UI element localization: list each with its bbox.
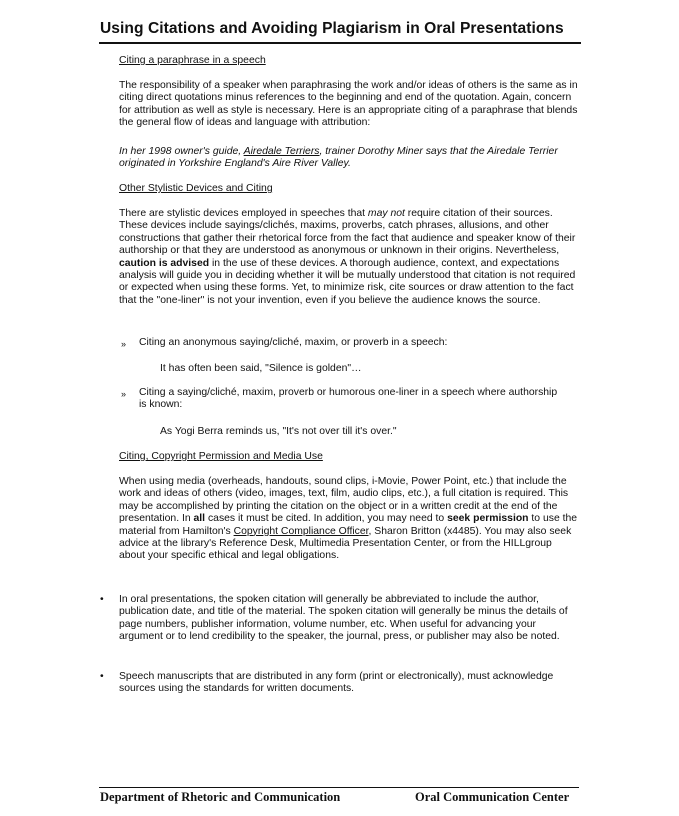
example-text-before: In her 1998 owner's guide, (119, 146, 244, 157)
stylistic-text-c: in the use of these devices. A thorough audience, context, and expectations analysis will guide you in deciding whether it will be mutually understood that citation is not required or expected when using these forms. Yet, to minimize risk, cite sources or draw attention to the fact that the "one-liner" is not your invention, even if you believe the audience knows the source. (119, 257, 576, 306)
bullet-icon: • (100, 594, 104, 605)
bullet-speech-manuscripts: Speech manuscripts that are distributed in any form (print or electronically), must acknowledge sources using the standards for written documents. (119, 671, 554, 695)
example-text-after: , trainer Dorothy Miner says that the Airedale Terrier originated in Yorkshire England's Aire River Valley. (119, 146, 558, 170)
bullet-icon: • (100, 671, 104, 682)
footer-center: Oral Communication Center (415, 790, 570, 804)
media-paragraph (119, 476, 579, 563)
media-text-b: cases it must be cited. In addition, you may need to (205, 513, 448, 525)
media-text-a: When using media (overheads, handouts, sound clips, i-Movie, Power Point, etc.) that include the work and ideas of others (video, images, text, film, audio clips, etc.), a full citation is required. This may be accomplished by printing the citation on the object or in a written credit at the end of the presentation. In (119, 476, 569, 525)
footer-department: Department of Rhetoric and Communication (100, 790, 341, 804)
media-text-c: to use the material from Hamilton's (119, 513, 578, 537)
media-text-d: , Sharon Britton (x4485). You may also seek advice at the library's Reference Desk, Multimedia Presentation Center, or from the HILLgroup about your specific ethical and legal obligations. (119, 525, 572, 562)
paraphrase-example (119, 146, 579, 171)
stylistic-text-a: There are stylistic devices employed in speeches that (119, 208, 368, 219)
section-heading-stylistic: Other Stylistic Devices and Citing (119, 183, 273, 194)
stylistic-paragraph (119, 208, 579, 307)
emphasis-all: all (193, 513, 206, 525)
copyright-officer-link[interactable]: Copyright Compliance Officer (233, 525, 369, 537)
arrow-bullet-icon: » (121, 389, 127, 399)
section-heading-paraphrase: Citing a paraphrase in a speech (119, 55, 266, 66)
section-heading-media: Citing, Copyright Permission and Media Use (119, 451, 323, 462)
footer-divider (99, 787, 579, 788)
page-title: Using Citations and Avoiding Plagiarism in Oral Presentations (100, 20, 564, 37)
example-book-title: Airedale Terriers (243, 146, 320, 157)
emphasis-caution: caution is advised (119, 257, 210, 269)
list-item-known-author: Citing a saying/cliché, maxim, proverb or humorous one-liner in a speech where authorship is known: (139, 387, 558, 411)
title-divider (99, 42, 581, 44)
example-quote-silence: It has often been said, "Silence is golden"… (160, 363, 362, 374)
arrow-bullet-icon: » (121, 339, 127, 349)
bullet-spoken-citation: In oral presentations, the spoken citation will generally be abbreviated to include the author, publication date, and title of the material. The spoken citation will generally be minus the details of page numbers, publisher information, volume number, etc. When useful for advancing your argument or to lend credibility to the speaker, the journal, press, or publisher may also be noted. (119, 594, 568, 643)
example-quote-berra: As Yogi Berra reminds us, "It's not over till it's over." (160, 426, 397, 437)
paraphrase-paragraph: The responsibility of a speaker when paraphrasing the work and/or ideas of others is the same as in citing direct quotations minus references to the beginning and end of the quotation. Again, concern for attribution as well as style is necessary. Here is an appropriate citing of a paraphrase that blends the general flow of ideas and language with attribution: (119, 80, 578, 129)
list-item-anonymous: Citing an anonymous saying/cliché, maxim, or proverb in a speech: (139, 337, 448, 348)
emphasis-may-not: may not (367, 208, 405, 219)
stylistic-text-b: require citation of their sources. These devices include sayings/clichés, maxims, proverbs, catch phrases, allusions, and other constructions that gather their rhetorical force from the fact that audience and speaker know of their authorship or that they are understood as anonymous or unknown in their origins. Nevertheless, (119, 208, 576, 257)
emphasis-seek-permission: seek permission (447, 513, 529, 525)
